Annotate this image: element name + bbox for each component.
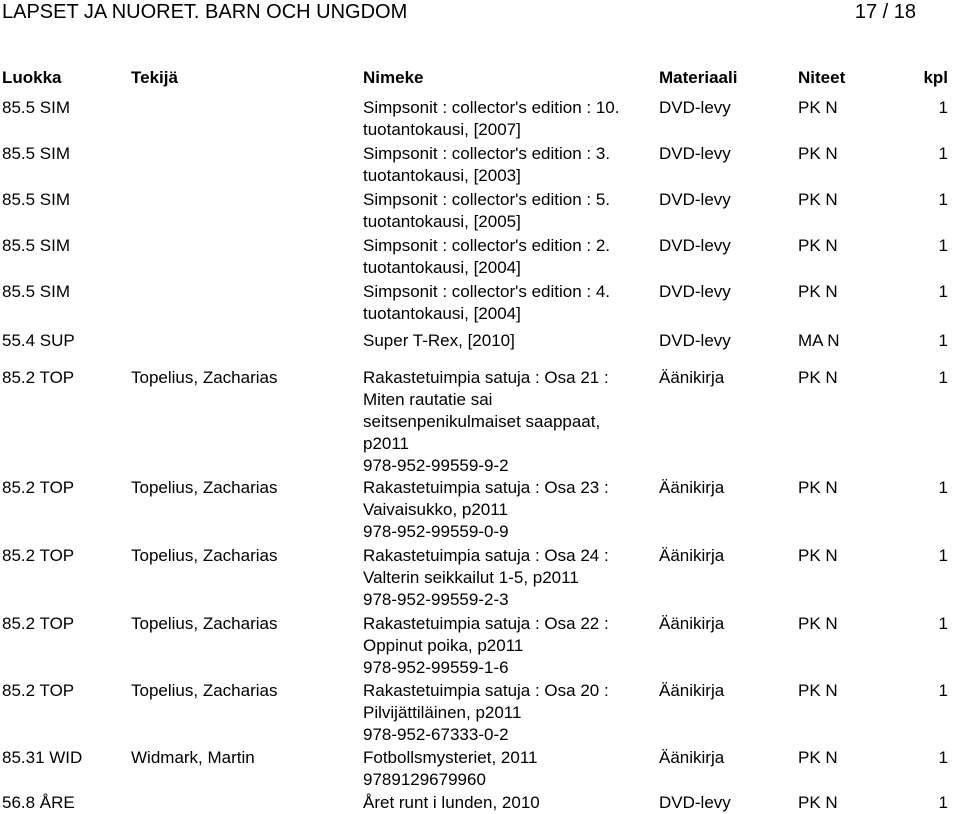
nimeke-line: Simpsonit : collector's edition : 4. [363, 282, 611, 301]
nimeke-line: Super T-Rex, [2010] [363, 331, 515, 350]
cell-materiaali: Äänikirja [659, 368, 725, 387]
cell-kpl: 1 [938, 236, 948, 255]
cell-luokka: 56.8 ÅRE [2, 793, 75, 812]
nimeke-line: Rakastetuimpia satuja : Osa 24 : [363, 546, 609, 565]
cell-kpl: 1 [938, 282, 948, 301]
cell-materiaali: Äänikirja [659, 748, 725, 767]
cell-luokka: 55.4 SUP [2, 331, 75, 350]
cell-luokka: 85.2 TOP [2, 614, 75, 633]
cell-niteet: PK N [798, 190, 838, 209]
column-header-luokka: Luokka [2, 68, 62, 87]
cell-niteet: PK N [798, 681, 838, 700]
nimeke-line: Året runt i lunden, 2010 [363, 793, 540, 812]
cell-kpl: 1 [938, 331, 948, 350]
cell-luokka: 85.5 SIM [2, 190, 71, 209]
nimeke-line: 978-952-99559-0-9 [363, 522, 509, 541]
column-header-tekija: Tekijä [131, 68, 178, 87]
column-header-materiaali: Materiaali [659, 68, 738, 87]
nimeke-line: tuotantokausi, [2003] [363, 166, 521, 185]
cell-kpl: 1 [938, 546, 948, 565]
cell-niteet: MA N [798, 331, 840, 350]
nimeke-line: Simpsonit : collector's edition : 10. [363, 98, 620, 117]
cell-kpl: 1 [938, 190, 948, 209]
nimeke-line: Rakastetuimpia satuja : Osa 23 : [363, 478, 609, 497]
cell-materiaali: DVD-levy [659, 282, 731, 301]
nimeke-line: tuotantokausi, [2004] [363, 304, 521, 323]
nimeke-line: Miten rautatie sai [363, 390, 493, 409]
cell-niteet: PK N [798, 614, 838, 633]
nimeke-line: Rakastetuimpia satuja : Osa 22 : [363, 614, 609, 633]
nimeke-line: 978-952-99559-2-3 [363, 590, 509, 609]
cell-nimeke [363, 792, 648, 814]
nimeke-line: Pilvijättiläinen, p2011 [363, 703, 522, 722]
cell-niteet: PK N [798, 478, 838, 497]
cell-tekija: Topelius, Zacharias [131, 478, 278, 497]
cell-luokka: 85.2 TOP [2, 368, 75, 387]
cell-nimeke [363, 613, 648, 679]
cell-kpl: 1 [938, 614, 948, 633]
cell-luokka: 85.31 WID [2, 748, 83, 767]
cell-kpl: 1 [938, 748, 948, 767]
cell-nimeke [363, 235, 648, 279]
cell-materiaali: DVD-levy [659, 331, 731, 350]
nimeke-line: seitsenpenikulmaiset saappaat, [363, 412, 601, 431]
cell-materiaali: DVD-levy [659, 144, 731, 163]
nimeke-line: tuotantokausi, [2007] [363, 120, 521, 139]
cell-kpl: 1 [938, 144, 948, 163]
nimeke-line: 9789129679960 [363, 770, 486, 789]
nimeke-line: Fotbollsmysteriet, 2011 [363, 748, 538, 767]
nimeke-line: tuotantokausi, [2005] [363, 212, 521, 231]
cell-nimeke [363, 97, 648, 141]
cell-materiaali: Äänikirja [659, 478, 725, 497]
nimeke-line: Simpsonit : collector's edition : 3. [363, 144, 611, 163]
cell-nimeke [363, 680, 648, 746]
document-title: LAPSET JA NUORET. BARN OCH UNGDOM [2, 1, 408, 23]
nimeke-line: Oppinut poika, p2011 [363, 636, 524, 655]
cell-nimeke [363, 747, 648, 791]
cell-nimeke [363, 143, 648, 187]
cell-kpl: 1 [938, 793, 948, 812]
nimeke-line: Rakastetuimpia satuja : Osa 20 : [363, 681, 609, 700]
nimeke-line: 978-952-67333-0-2 [363, 725, 509, 744]
cell-niteet: PK N [798, 98, 838, 117]
cell-luokka: 85.2 TOP [2, 478, 75, 497]
cell-materiaali: Äänikirja [659, 546, 725, 565]
page-number: 17 / 18 [854, 1, 916, 23]
cell-tekija: Topelius, Zacharias [131, 368, 278, 387]
column-header-nimeke: Nimeke [363, 68, 424, 87]
cell-niteet: PK N [798, 144, 838, 163]
cell-luokka: 85.2 TOP [2, 546, 75, 565]
cell-materiaali: DVD-levy [659, 793, 731, 812]
cell-tekija: Topelius, Zacharias [131, 681, 278, 700]
cell-luokka: 85.5 SIM [2, 144, 71, 163]
cell-niteet: PK N [798, 282, 838, 301]
cell-kpl: 1 [938, 681, 948, 700]
cell-tekija: Widmark, Martin [131, 748, 255, 767]
cell-kpl: 1 [938, 98, 948, 117]
nimeke-line: p2011 [363, 434, 410, 453]
cell-materiaali: DVD-levy [659, 190, 731, 209]
nimeke-line: 978-952-99559-1-6 [363, 658, 509, 677]
cell-nimeke [363, 477, 648, 543]
cell-luokka: 85.5 SIM [2, 98, 71, 117]
cell-nimeke [363, 330, 648, 352]
nimeke-line: 978-952-99559-9-2 [363, 456, 509, 475]
column-header-kpl: kpl [923, 68, 948, 87]
cell-kpl: 1 [938, 368, 948, 387]
cell-luokka: 85.5 SIM [2, 282, 71, 301]
cell-nimeke [363, 189, 648, 233]
cell-materiaali: DVD-levy [659, 236, 731, 255]
cell-nimeke [363, 281, 648, 325]
cell-niteet: PK N [798, 546, 838, 565]
nimeke-line: Vaivaisukko, p2011 [363, 500, 508, 519]
cell-tekija: Topelius, Zacharias [131, 546, 278, 565]
cell-nimeke [363, 545, 648, 611]
cell-tekija: Topelius, Zacharias [131, 614, 278, 633]
cell-niteet: PK N [798, 748, 838, 767]
nimeke-line: Simpsonit : collector's edition : 2. [363, 236, 611, 255]
cell-niteet: PK N [798, 368, 838, 387]
cell-niteet: PK N [798, 236, 838, 255]
cell-materiaali: DVD-levy [659, 98, 731, 117]
nimeke-line: Simpsonit : collector's edition : 5. [363, 190, 611, 209]
nimeke-line: Valterin seikkailut 1-5, p2011 [363, 568, 579, 587]
cell-niteet: PK N [798, 793, 838, 812]
cell-kpl: 1 [938, 478, 948, 497]
cell-luokka: 85.2 TOP [2, 681, 75, 700]
nimeke-line: Rakastetuimpia satuja : Osa 21 : [363, 368, 609, 387]
cell-materiaali: Äänikirja [659, 681, 725, 700]
nimeke-line: tuotantokausi, [2004] [363, 258, 521, 277]
cell-luokka: 85.5 SIM [2, 236, 71, 255]
column-header-niteet: Niteet [798, 68, 846, 87]
cell-materiaali: Äänikirja [659, 614, 725, 633]
cell-nimeke [363, 367, 648, 477]
